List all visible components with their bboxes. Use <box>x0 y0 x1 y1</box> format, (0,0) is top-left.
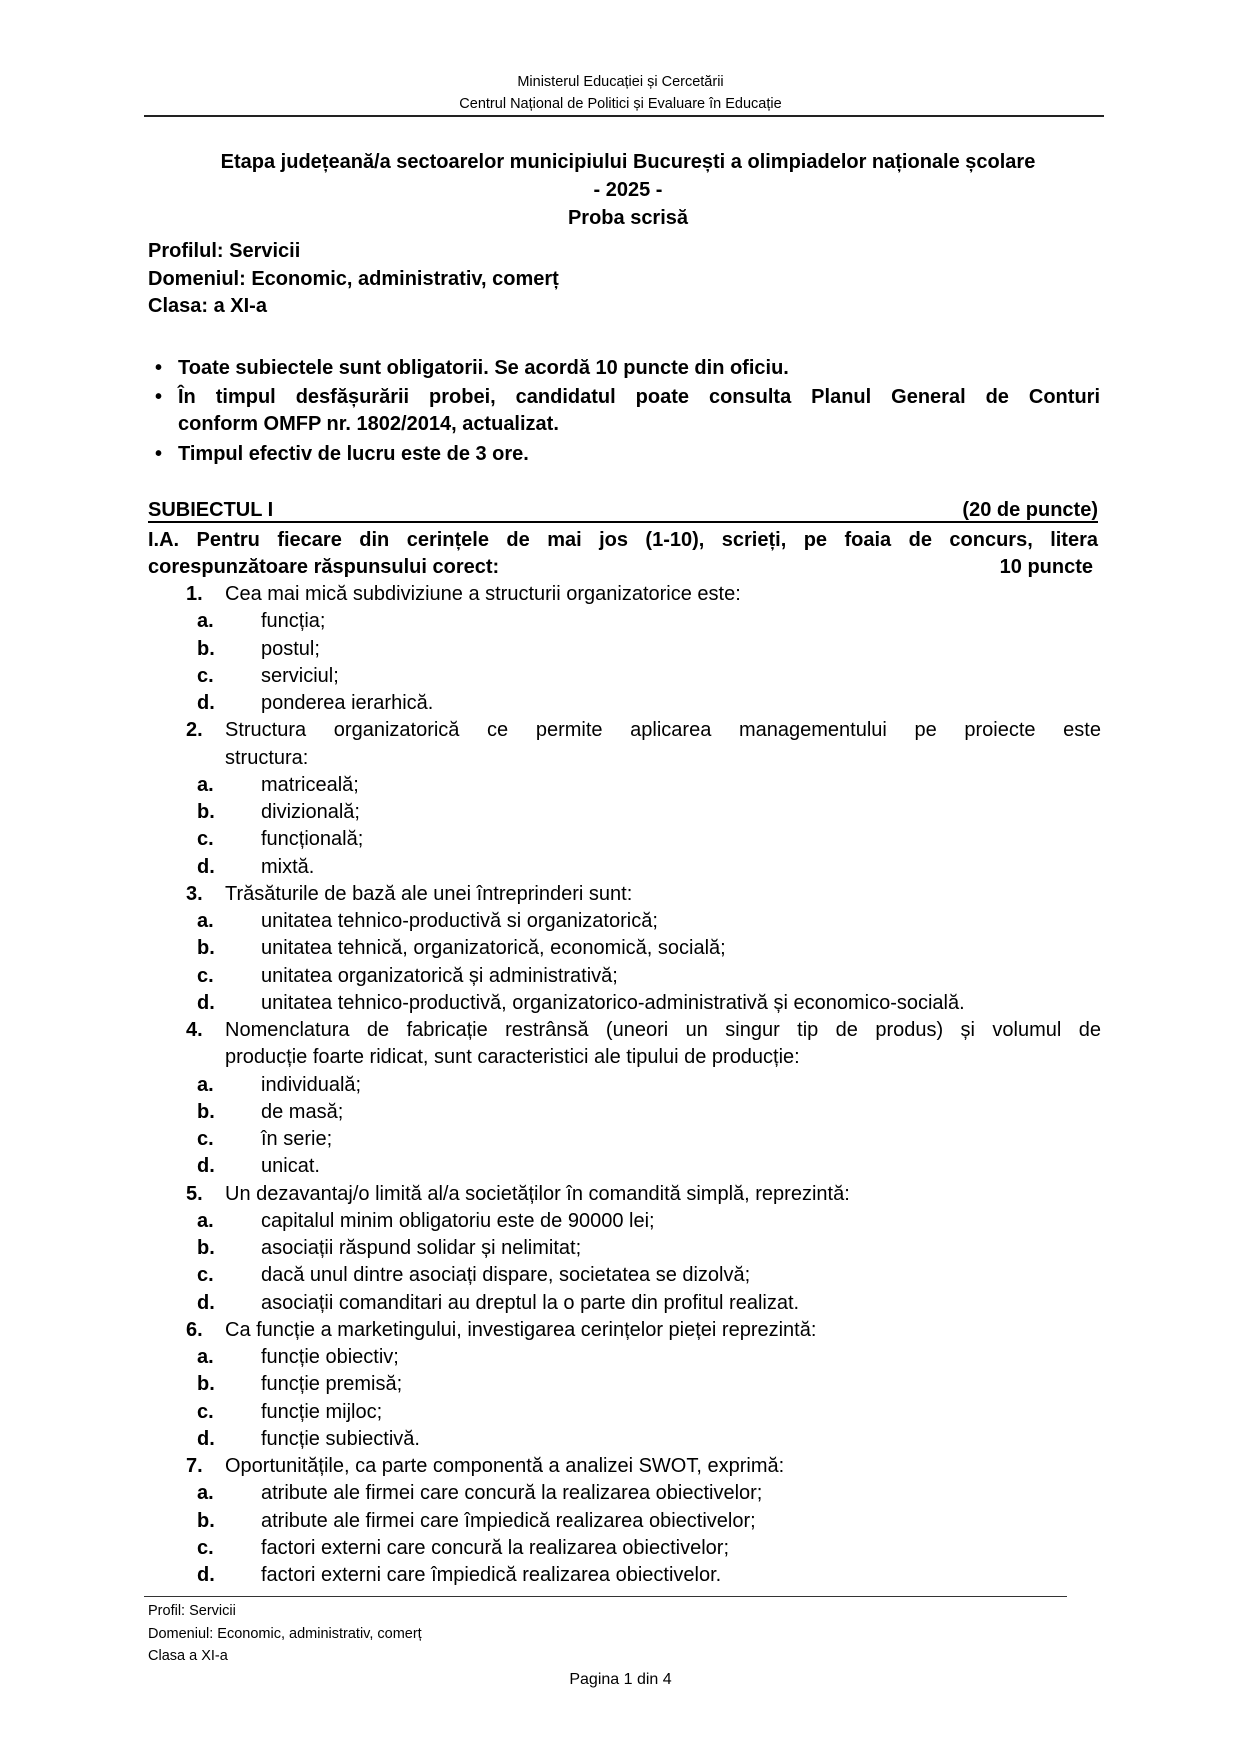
option-letter: a. <box>197 773 214 796</box>
option-letter: a. <box>197 610 214 633</box>
bullet-icon: • <box>155 357 163 379</box>
option-text: capitalul minim obligatoriu este de 90000 lei; <box>261 1209 655 1232</box>
option-text: factori externi care concură la realizarea obiectivelor; <box>261 1536 729 1559</box>
option-text: asociații răspund solidar și nelimitat; <box>261 1237 582 1259</box>
option-letter: d. <box>197 1291 215 1314</box>
answer-option <box>0 1235 1241 1262</box>
question-number: 5. <box>186 1182 203 1205</box>
question-line <box>0 881 1241 908</box>
answer-option <box>0 1508 1241 1535</box>
class-label: Clasa: a XI-a <box>148 295 267 317</box>
profile-label: Profilul: Servicii <box>148 240 301 262</box>
footer-domain: Domeniul: Economic, administrativ, comerț <box>148 1626 422 1642</box>
answer-option <box>0 608 1241 635</box>
answer-option <box>0 772 1241 799</box>
question-item <box>0 1017 1241 1181</box>
answer-option <box>0 1535 1241 1562</box>
option-text: funcție premisă; <box>261 1373 403 1396</box>
option-text: asociații comanditari au dreptul la o parte din profitul realizat. <box>261 1291 800 1314</box>
header-divider <box>144 115 1104 117</box>
option-text: de masă; <box>261 1100 344 1123</box>
option-letter: b. <box>197 1100 215 1123</box>
option-text: funcția; <box>261 610 326 633</box>
instruction-text: conform OMFP nr. 1802/2014, actualizat. <box>178 413 559 435</box>
answer-option <box>0 854 1241 881</box>
exam-title: Etapa județeană/a sectoarelor municipiului București a olimpiadelor naționale școlare <box>220 151 1036 173</box>
answer-option <box>0 636 1241 663</box>
option-letter: a. <box>197 910 214 932</box>
option-text: funcție obiectiv; <box>261 1346 399 1368</box>
option-letter: b. <box>197 1509 215 1532</box>
question-text: Cea mai mică subdiviziune a structurii organizatorice este: <box>225 583 741 605</box>
exam-type: Proba scrisă <box>567 207 689 229</box>
answer-option <box>0 908 1241 935</box>
option-text: funcție subiectivă. <box>261 1427 420 1450</box>
option-letter: b. <box>197 1237 215 1259</box>
question-text: Un dezavantaj/o limită al/a societăților în comandită simplă, reprezintă: <box>225 1182 850 1205</box>
option-text: dacă unul dintre asociați dispare, societatea se dizolvă; <box>261 1264 751 1287</box>
question-text: Ca funcție a marketingului, investigarea cerințelor pieței reprezintă: <box>225 1318 817 1341</box>
option-text: unicat. <box>261 1155 320 1178</box>
question-text: Structura organizatorică ce permite aplicarea managementului pe proiecte este <box>225 719 1101 742</box>
answer-option <box>0 1399 1241 1426</box>
question-number: 3. <box>186 882 203 905</box>
option-letter: d. <box>197 1564 215 1586</box>
answer-option <box>0 1126 1241 1153</box>
option-text: unitatea tehnico-productivă, organizatorico-administrativă și economico-socială. <box>261 991 965 1014</box>
option-text: funcție mijloc; <box>261 1400 383 1423</box>
footer-divider <box>144 1596 1067 1597</box>
option-text: funcțională; <box>261 828 364 851</box>
answer-option <box>0 935 1241 962</box>
option-text: ponderea ierarhică. <box>261 692 434 714</box>
question-line <box>0 1453 1241 1480</box>
option-letter: d. <box>197 692 215 714</box>
option-text: unitatea organizatorică și administrativă; <box>261 964 618 987</box>
option-text: divizională; <box>261 801 360 823</box>
option-letter: b. <box>197 1373 215 1396</box>
page-number: Pagina 1 din 4 <box>569 1671 672 1688</box>
answer-option <box>0 963 1241 990</box>
exam-year: - 2025 - <box>593 179 663 201</box>
footer-class: Clasa a XI-a <box>148 1648 228 1664</box>
option-text: serviciul; <box>261 664 339 687</box>
question-text: structura: <box>225 746 309 769</box>
question-line <box>0 1317 1241 1344</box>
option-text: matriceală; <box>261 773 359 796</box>
question-line <box>0 1017 1241 1044</box>
answer-option <box>0 663 1241 690</box>
footer-profile: Profil: Servicii <box>148 1603 236 1619</box>
option-letter: b. <box>197 801 215 823</box>
option-text: atribute ale firmei care concură la realizarea obiectivelor; <box>261 1482 763 1505</box>
option-letter: c. <box>197 664 214 687</box>
question-number: 6. <box>186 1318 203 1341</box>
domain-label: Domeniul: Economic, administrativ, comerț <box>148 268 559 290</box>
answer-option <box>0 1371 1241 1398</box>
question-list <box>0 581 1241 1589</box>
subject-title: SUBIECTUL I <box>148 499 274 521</box>
option-letter: a. <box>197 1482 214 1505</box>
answer-option <box>0 799 1241 826</box>
option-letter: c. <box>197 1128 214 1150</box>
answer-option <box>0 990 1241 1017</box>
question-text: Trăsăturile de bază ale unei întreprinderi sunt: <box>225 882 633 905</box>
question-text: Oportunitățile, ca parte componentă a analizei SWOT, exprimă: <box>225 1455 785 1477</box>
question-item <box>0 1317 1241 1453</box>
question-text: producție foarte ridicat, sunt caracteristici ale tipului de producție: <box>225 1046 800 1069</box>
option-text: în serie; <box>261 1128 333 1150</box>
answer-option <box>0 1562 1241 1589</box>
question-item <box>0 1181 1241 1317</box>
question-line <box>0 717 1241 744</box>
answer-option <box>0 1153 1241 1180</box>
option-letter: a. <box>197 1209 214 1232</box>
subject-heading <box>148 499 1098 523</box>
question-text: Nomenclatura de fabricație restrânsă (uneori un singur tip de produs) și volumul de <box>225 1019 1101 1041</box>
bullet-icon: • <box>155 386 163 408</box>
option-text: mixtă. <box>261 855 315 878</box>
answer-option <box>0 1344 1241 1371</box>
option-letter: d. <box>197 1155 215 1178</box>
ministry-name: Ministerul Educației și Cercetării <box>517 74 724 90</box>
option-letter: c. <box>197 1400 214 1423</box>
answer-option <box>0 1072 1241 1099</box>
question-number: 7. <box>186 1455 203 1477</box>
option-letter: b. <box>197 937 215 960</box>
question-line <box>0 1181 1241 1208</box>
answer-option <box>0 690 1241 717</box>
center-name: Centrul Național de Politici și Evaluare în Educație <box>459 96 782 112</box>
option-text: unitatea tehnico-productivă si organizatorică; <box>261 910 658 932</box>
option-letter: d. <box>197 855 215 878</box>
answer-option <box>0 1208 1241 1235</box>
instruction-text: În timpul desfășurării probei, candidatul poate consulta Planul General de Conturi <box>178 386 1100 408</box>
question-number: 4. <box>186 1019 203 1041</box>
answer-option <box>0 1262 1241 1289</box>
answer-option <box>0 1099 1241 1126</box>
option-letter: b. <box>197 637 215 660</box>
option-text: individuală; <box>261 1073 362 1096</box>
question-item <box>0 881 1241 1017</box>
option-letter: a. <box>197 1073 214 1096</box>
option-letter: a. <box>197 1346 214 1368</box>
question-number: 2. <box>186 719 203 742</box>
option-letter: c. <box>197 828 214 851</box>
answer-option <box>0 1480 1241 1507</box>
answer-option <box>0 826 1241 853</box>
question-item <box>0 717 1241 881</box>
option-text: postul; <box>261 637 320 660</box>
option-text: unitatea tehnică, organizatorică, economică, socială; <box>261 937 726 960</box>
option-letter: c. <box>197 964 214 987</box>
subject-points: (20 de puncte) <box>962 499 1098 521</box>
question-line <box>0 581 1241 608</box>
question-number: 1. <box>186 583 203 605</box>
answer-option <box>0 1290 1241 1317</box>
instruction-text: Timpul efectiv de lucru este de 3 ore. <box>178 443 529 465</box>
bullet-icon: • <box>155 443 163 465</box>
section-points: 10 puncte <box>999 556 1093 578</box>
section-instruction: I.A. Pentru fiecare din cerințele de mai jos (1-10), scrieți, pe foaia de concurs, litera <box>148 529 1098 551</box>
section-instruction-cont: corespunzătoare răspunsului corect: <box>148 556 500 578</box>
section-ia-heading <box>148 527 1098 581</box>
option-text: atribute ale firmei care împiedică realizarea obiectivelor; <box>261 1509 756 1532</box>
question-item <box>0 1453 1241 1589</box>
option-text: factori externi care împiedică realizarea obiectivelor. <box>261 1564 722 1586</box>
option-letter: c. <box>197 1536 214 1559</box>
option-letter: d. <box>197 991 215 1014</box>
question-line <box>0 1044 1241 1071</box>
instruction-text: Toate subiectele sunt obligatorii. Se acordă 10 puncte din oficiu. <box>178 357 789 379</box>
option-letter: d. <box>197 1427 215 1450</box>
option-letter: c. <box>197 1264 214 1287</box>
answer-option <box>0 1426 1241 1453</box>
question-line <box>0 745 1241 772</box>
question-item <box>0 581 1241 717</box>
